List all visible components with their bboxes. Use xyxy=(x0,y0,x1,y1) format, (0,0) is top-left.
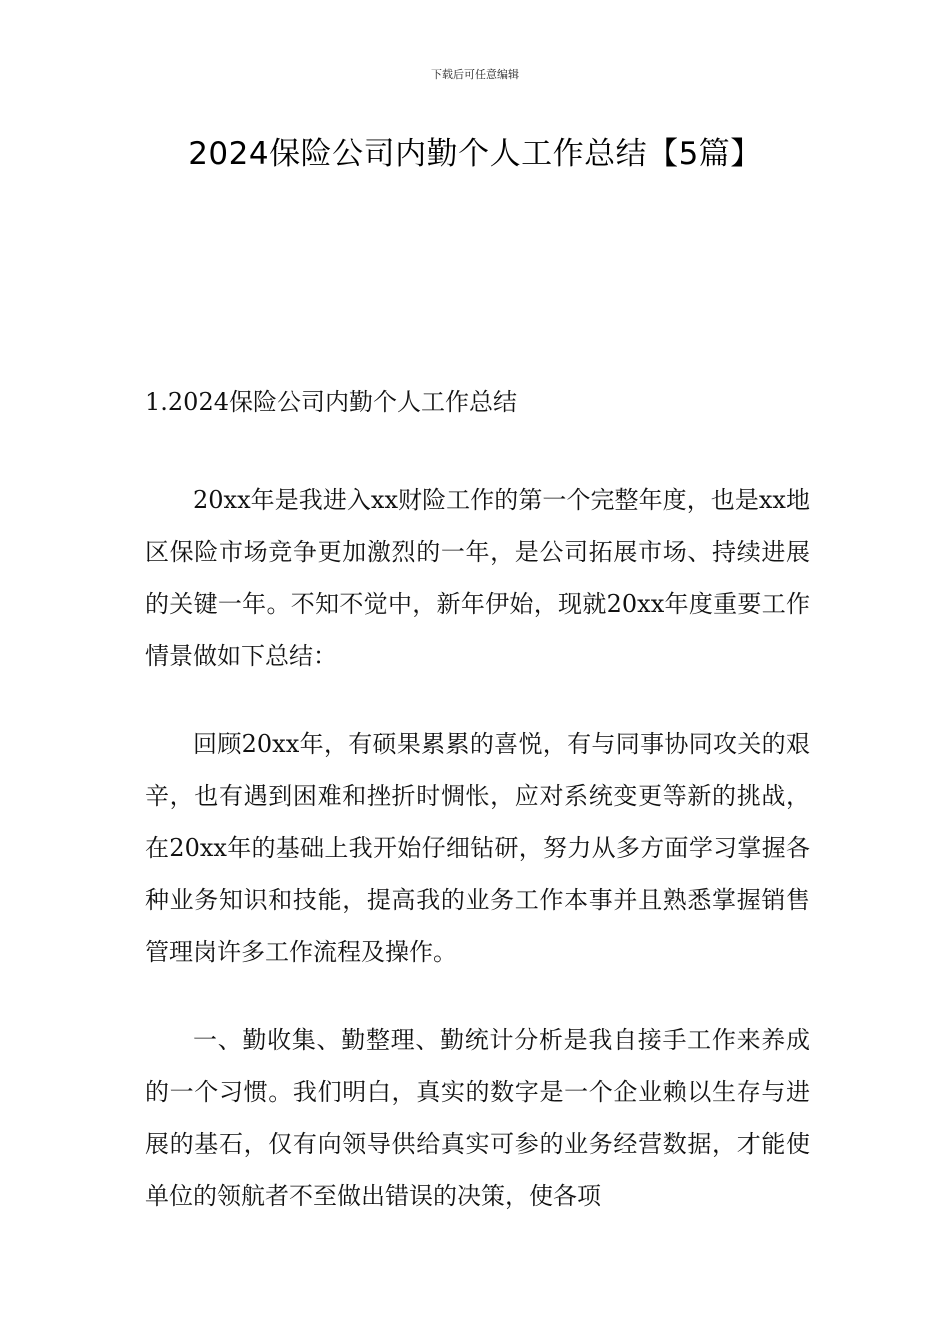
paragraph-2: 回顾20xx年，有硕果累累的喜悦，有与同事协同攻关的艰辛，也有遇到困难和挫折时惆怅，应对系统变更等新的挑战，在20xx年的基础上我开始仔细钻研，努力从多方面学习掌握各种业务知识和技能，提高我的业务工作本事并且熟悉掌握销售管理岗许多工作流程及操作。 xyxy=(145,730,810,966)
paragraph-3: 一、勤收集、勤整理、勤统计分析是我自接手工作来养成的一个习惯。我们明白，真实的数字是一个企业赖以生存与进展的基石，仅有向领导供给真实可参的业务经营数据，才能使单位的领航者不至做出错误的决策，使各项 xyxy=(145,1026,810,1210)
paragraph-1: 20xx年是我进入xx财险工作的第一个完整年度，也是xx地区保险市场竞争更加激烈的一年，是公司拓展市场、持续进展的关键一年。不知不觉中，新年伊始，现就20xx年度重要工作情景做如下总结： xyxy=(145,486,810,670)
document-title: 2024保险公司内勤个人工作总结【5篇】 xyxy=(188,136,762,172)
header-note: 下载后可任意编辑 xyxy=(431,68,519,81)
section-heading: 1.2024保险公司内勤个人工作总结 xyxy=(145,388,517,416)
